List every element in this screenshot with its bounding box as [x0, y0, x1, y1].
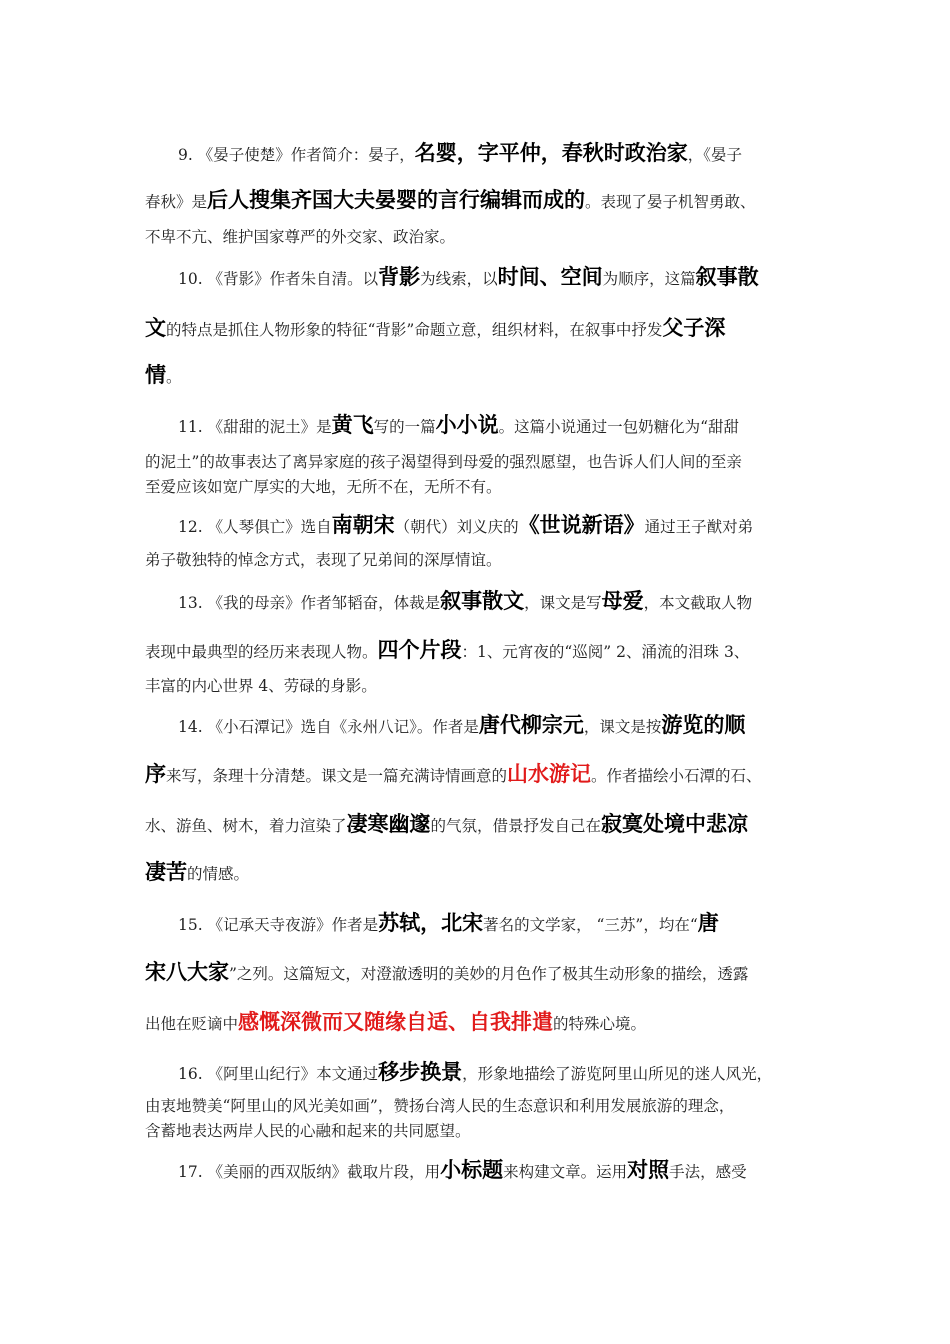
line-14-4: 凄苦的情感。 — [145, 860, 250, 884]
line-15-3: 出他在贬谪中感慨深微而又随缘自适、自我排遣的特殊心境。 — [145, 1010, 647, 1034]
line-16-3: 含蓄地表达两岸人民的心融和起来的共同愿望。 — [145, 1122, 471, 1140]
line-10-2: 文的特点是抓住人物形象的特征“背影”命题立意，组织材料，在叙事中抒发父子深 — [145, 316, 726, 340]
line-16-1: 16. 《阿里山纪行》本文通过移步换景，形象地描绘了游览阿里山所见的迷人风光， — [178, 1060, 773, 1084]
line-9-3: 不卑不亢、维护国家尊严的外交家、政治家。 — [145, 228, 456, 246]
line-15-1: 15. 《记承天寺夜游》作者是苏轼，北宋著名的文学家， “三苏”，均在“唐 — [178, 911, 719, 935]
line-17-1: 17. 《美丽的西双版纳》截取片段，用小标题来构建文章。运用对照手法，感受 — [178, 1158, 747, 1182]
line-16-2: 由衷地赞美“阿里山的风光美如画”，赞扬台湾人民的生态意识和利用发展旅游的理念， — [145, 1097, 735, 1115]
line-12-2: 弟子敬独特的悼念方式，表现了兄弟间的深厚情谊。 — [145, 551, 502, 569]
line-14-1: 14. 《小石潭记》选自《永州八记》。作者是唐代柳宗元，课文是按游览的顺 — [178, 713, 746, 737]
line-9-2: 春秋》是后人搜集齐国大夫晏婴的言行编辑而成的。表现了晏子机智勇敢、 — [145, 188, 756, 212]
line-11-3: 至爱应该如宽广厚实的大地，无所不在，无所不有。 — [145, 478, 502, 496]
line-14-3: 水、游鱼、树木，着力渲染了凄寒幽邃的气氛，借景抒发自己在寂寞处境中悲凉 — [145, 812, 749, 836]
line-15-2: 宋八大家”之列。这篇短文，对澄澈透明的美妙的月色作了极其生动形象的描绘，透露 — [145, 960, 749, 984]
line-12-1: 12. 《人琴俱亡》选自南朝宋（朝代）刘义庆的《世说新语》通过王子猷对弟 — [178, 513, 754, 537]
line-13-1: 13. 《我的母亲》作者邹韬奋，体裁是叙事散文，课文是写母爱，本文截取人物 — [178, 589, 753, 613]
line-9-1: 9. 《晏子使楚》作者简介：晏子，名婴，字平仲，春秋时政治家，《晏子 — [178, 141, 742, 165]
line-10-3: 情。 — [145, 363, 182, 387]
line-14-2: 序来写，条理十分清楚。课文是一篇充满诗情画意的山水游记。作者描绘小石潭的石、 — [145, 762, 762, 786]
line-11-2: 的泥土”的故事表达了离异家庭的孩子渴望得到母爱的强烈愿望，也告诉人们人间的至亲 — [145, 453, 742, 471]
line-13-3: 丰富的内心世界 4、劳碌的身影。 — [145, 677, 377, 695]
line-11-1: 11. 《甜甜的泥土》是黄飞写的一篇小小说。这篇小说通过一包奶糖化为“甜甜 — [178, 413, 740, 437]
line-13-2: 表现中最典型的经历来表现人物。四个片段：1、元宵夜的“巡阅” 2、涌流的泪珠 3、 — [145, 638, 750, 662]
line-10-1: 10. 《背影》作者朱自清。以背影为线索，以时间、空间为顺序，这篇叙事散 — [178, 265, 759, 289]
